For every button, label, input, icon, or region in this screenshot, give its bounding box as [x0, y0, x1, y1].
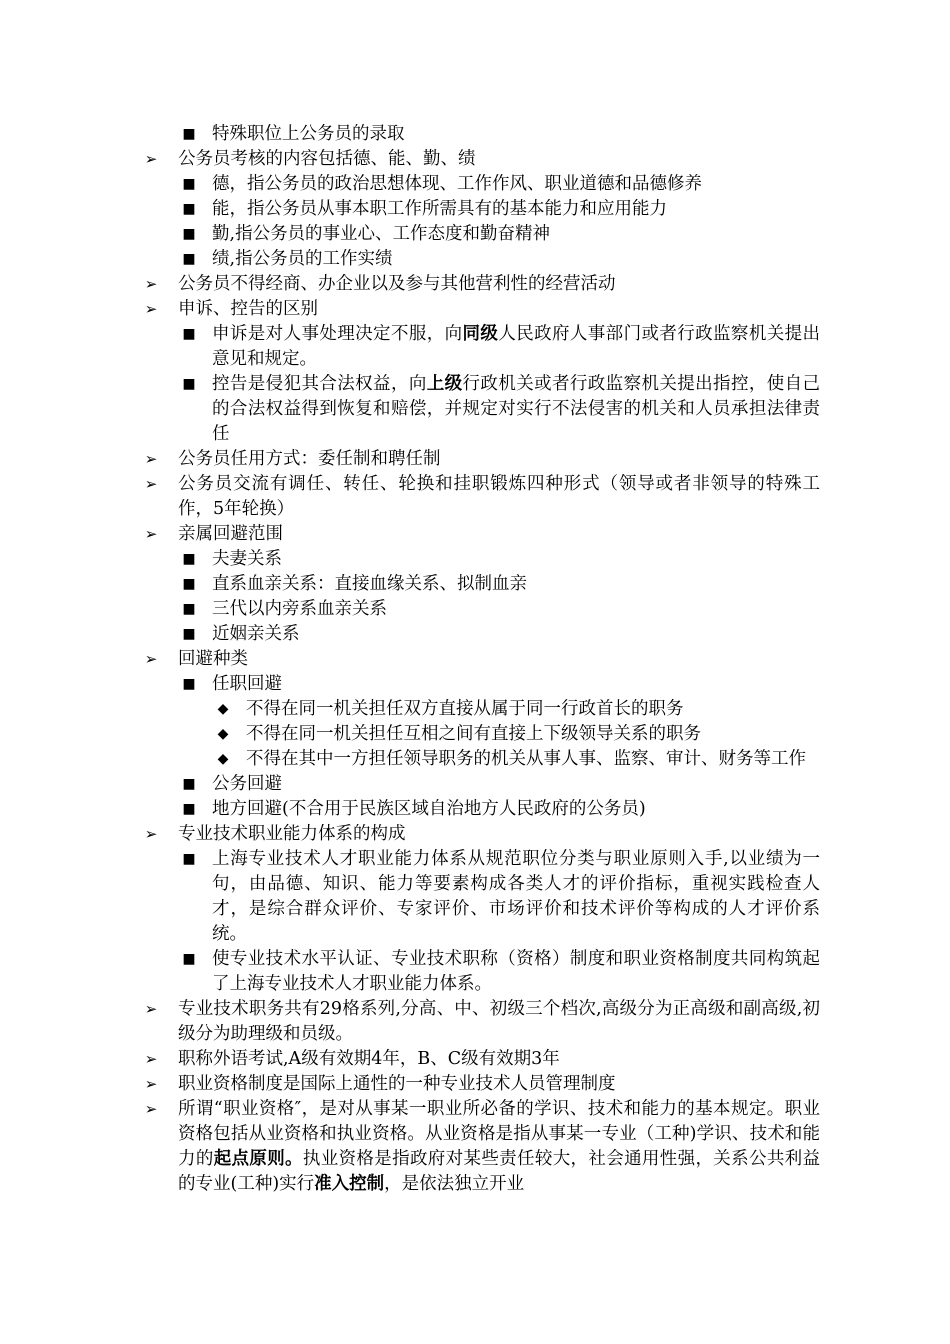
list-item	[140, 222, 820, 247]
item-text: 使专业技术水平认证、专业技术职称（资格）制度和职业资格制度共同构筑起了上海专业技术人才职业能力体系。	[212, 949, 820, 994]
square-bullet-icon: ■	[182, 201, 196, 217]
item-text: 德，指公务员的政治思想体现、工作作风、职业道德和品德修养	[212, 174, 702, 194]
diamond-bullet-icon: ◆	[217, 751, 229, 767]
item-text: 直系血亲关系：直接血缘关系、拟制血亲	[212, 574, 527, 594]
item-text: 执业资格是指政府对某些责任较大，社会通用性强，关系公共利益的专业(工种)实行	[178, 1149, 821, 1194]
square-bullet-icon: ■	[182, 251, 196, 267]
list-item	[140, 822, 820, 847]
list-item	[140, 1097, 820, 1197]
diamond-bullet-icon: ◆	[217, 701, 229, 717]
item-text: 所谓“职业资格″，是对从事某一职业所必备的学识、技术和能力的基本规定。职业资格包括从业资格和执业资格。从业资格是指从事某一专业（工种)学识、技术和能力的	[178, 1099, 820, 1169]
item-text: 不得在其中一方担任领导职务的机关从事人事、监察、审计、财务等工作	[246, 749, 806, 769]
item-text: 申诉、控告的区别	[178, 299, 318, 319]
item-text: 地方回避(不合用于民族区域自治地方人民政府的公务员)	[212, 799, 646, 819]
item-text: 控告是侵犯其合法权益，向	[212, 374, 427, 394]
list-item	[140, 947, 820, 997]
item-text: 绩,指公务员的工作实绩	[212, 249, 393, 269]
list-item	[140, 797, 820, 822]
list-item	[140, 672, 820, 697]
item-text: 职称外语考试,A级有效期4年，B、C级有效期3年	[178, 1049, 560, 1069]
list-item	[140, 572, 820, 597]
list-item	[140, 772, 820, 797]
arrow-bullet-icon: ➢	[144, 275, 158, 293]
list-item	[140, 197, 820, 222]
item-text: 三代以内旁系血亲关系	[212, 599, 387, 619]
list-item	[140, 122, 820, 147]
square-bullet-icon: ■	[182, 551, 196, 567]
list-item	[140, 1072, 820, 1097]
list-item	[140, 147, 820, 172]
list-item	[140, 597, 820, 622]
emphasis-text: 同级	[462, 324, 499, 344]
item-text: 专业技术职业能力体系的构成	[178, 824, 406, 844]
item-text: 上海专业技术人才职业能力体系从规范职位分类与职业原则入手,以业绩为一句，由品德、知识、能力等要素构成各类人才的评价指标，重视实践检查人才，是综合群众评价、专家评价、市场评价和技术评价等构成的人才评价系统。	[212, 849, 820, 944]
square-bullet-icon: ■	[182, 626, 196, 642]
item-text: 公务员交流有调任、转任、轮换和挂职锻炼四种形式（领导或者非领导的特殊工作，5年轮换）	[178, 474, 820, 519]
item-text: 职业资格制度是国际上通性的一种专业技术人员管理制度	[178, 1074, 616, 1094]
item-text: ，是依法独立开业	[384, 1174, 525, 1194]
arrow-bullet-icon: ➢	[144, 1050, 158, 1068]
item-text: 行政机关或者行政监察机关提出指控，使自己的合法权益得到恢复和赔偿，并规定对实行不法侵害的机关和人员承担法律责任	[212, 374, 821, 444]
arrow-bullet-icon: ➢	[144, 525, 158, 543]
list-item	[140, 697, 820, 722]
emphasis-text: 上级	[426, 374, 463, 394]
bullet-list	[140, 122, 820, 1197]
list-item	[140, 172, 820, 197]
arrow-bullet-icon: ➢	[144, 450, 158, 468]
item-text: 不得在同一机关担任互相之间有直接上下级领导关系的职务	[246, 724, 701, 744]
list-item	[140, 272, 820, 297]
list-item	[140, 997, 820, 1047]
item-text: 能，指公务员从事本职工作所需具有的基本能力和应用能力	[212, 199, 667, 219]
arrow-bullet-icon: ➢	[144, 150, 158, 168]
item-text: 近姻亲关系	[212, 624, 300, 644]
item-text: 回避种类	[178, 649, 248, 669]
square-bullet-icon: ■	[182, 226, 196, 242]
list-item	[140, 622, 820, 647]
item-text: 不得在同一机关担任双方直接从属于同一行政首长的职务	[246, 699, 684, 719]
list-item	[140, 247, 820, 272]
arrow-bullet-icon: ➢	[144, 825, 158, 843]
list-item	[140, 447, 820, 472]
square-bullet-icon: ■	[182, 801, 196, 817]
list-item	[140, 1047, 820, 1072]
square-bullet-icon: ■	[182, 851, 196, 867]
arrow-bullet-icon: ➢	[144, 1100, 158, 1118]
list-item	[140, 372, 820, 447]
diamond-bullet-icon: ◆	[217, 726, 229, 742]
emphasis-text: 准入控制	[314, 1174, 385, 1194]
square-bullet-icon: ■	[182, 176, 196, 192]
item-text: 特殊职位上公务员的录取	[212, 124, 405, 144]
arrow-bullet-icon: ➢	[144, 475, 158, 493]
list-item	[140, 322, 820, 372]
arrow-bullet-icon: ➢	[144, 300, 158, 318]
emphasis-text: 起点原则。	[213, 1149, 303, 1169]
list-item	[140, 847, 820, 947]
list-item	[140, 547, 820, 572]
square-bullet-icon: ■	[182, 376, 196, 392]
item-text: 人民政府人事部门或者行政监察机关提出意见和规定。	[212, 324, 821, 369]
arrow-bullet-icon: ➢	[144, 650, 158, 668]
square-bullet-icon: ■	[182, 776, 196, 792]
list-item	[140, 522, 820, 547]
square-bullet-icon: ■	[182, 126, 196, 142]
list-item	[140, 747, 820, 772]
square-bullet-icon: ■	[182, 676, 196, 692]
list-item	[140, 297, 820, 322]
arrow-bullet-icon: ➢	[144, 1000, 158, 1018]
square-bullet-icon: ■	[182, 601, 196, 617]
item-text: 申诉是对人事处理决定不服，向	[212, 324, 463, 344]
square-bullet-icon: ■	[182, 326, 196, 342]
item-text: 公务回避	[212, 774, 282, 794]
item-text: 专业技术职务共有29格系列,分高、中、初级三个档次,高级分为正高级和副高级,初级分为助理级和员级。	[178, 999, 820, 1044]
square-bullet-icon: ■	[182, 951, 196, 967]
item-text: 勤,指公务员的事业心、工作态度和勤奋精神	[212, 224, 551, 244]
list-item	[140, 472, 820, 522]
item-text: 公务员不得经商、办企业以及参与其他营利性的经营活动	[178, 274, 616, 294]
item-text: 夫妻关系	[212, 549, 282, 569]
list-item	[140, 722, 820, 747]
item-text: 公务员任用方式：委任制和聘任制	[178, 449, 441, 469]
item-text: 任职回避	[212, 674, 282, 694]
item-text: 亲属回避范围	[178, 524, 283, 544]
square-bullet-icon: ■	[182, 576, 196, 592]
arrow-bullet-icon: ➢	[144, 1075, 158, 1093]
list-item	[140, 647, 820, 672]
item-text: 公务员考核的内容包括德、能、勤、绩	[178, 149, 476, 169]
